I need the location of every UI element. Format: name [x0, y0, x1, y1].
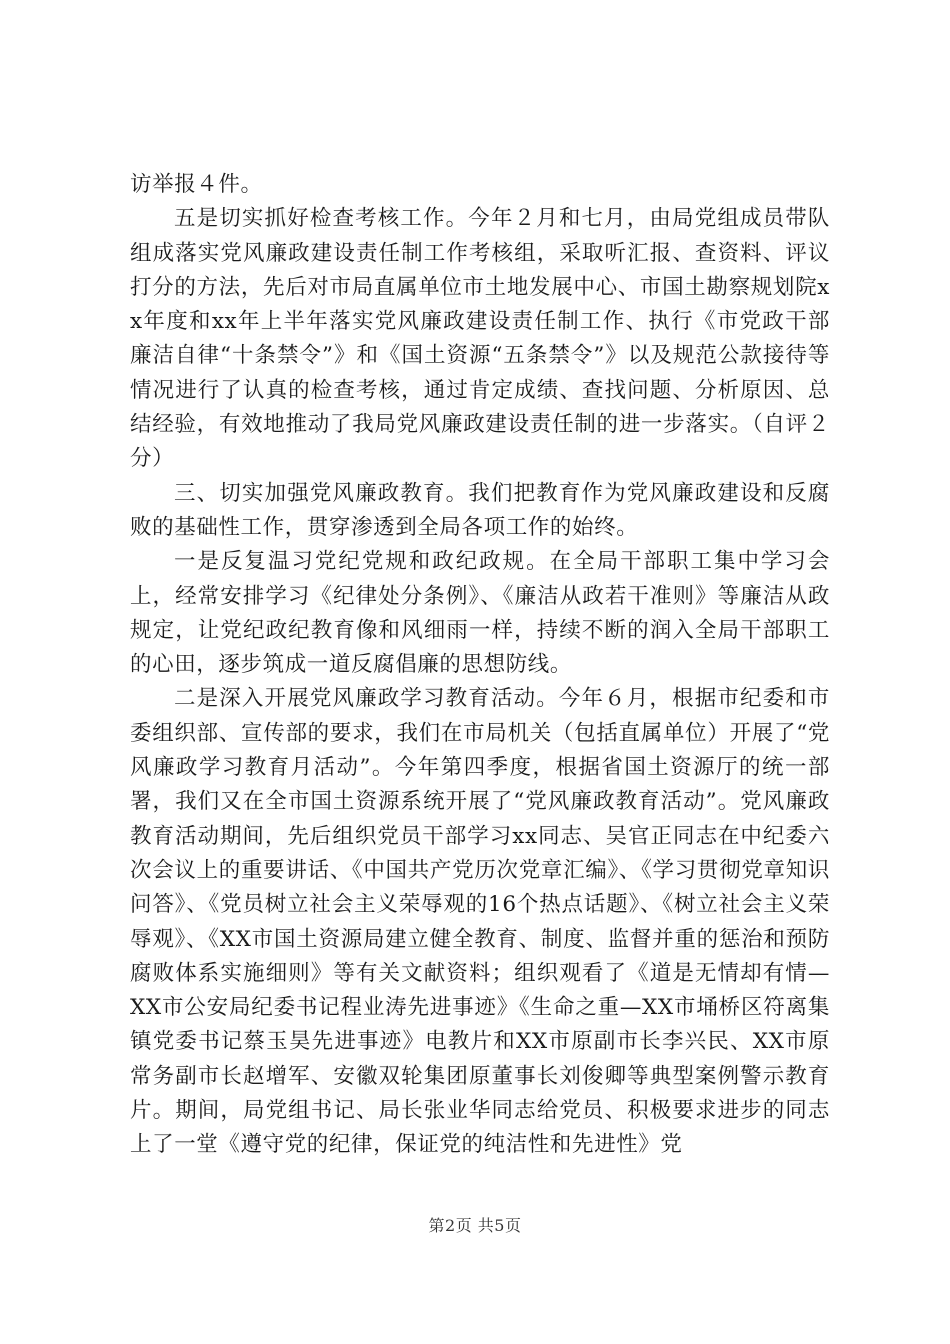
paragraph-1: 访举报４件。	[130, 172, 263, 197]
page-number-footer: 第2页 共5页	[428, 1216, 522, 1235]
paragraph-2: 五是切实抓好检查考核工作。今年２月和七月，由局党组成员带队组成落实党风廉政建设责任制工作考核组，采取听汇报、查资料、评议打分的方法，先后对市局直属单位市土地发展中心、市国土勘察规划院xx年度和xx年上半年落实党风廉政建设责任制工作、执行《市党政干部廉洁自律“十条禁令”》和《国土资源“五条禁令”》以及规范公款接待等情况进行了认真的检查考核，通过肯定成绩、查找问题、分析原因、总结经验，有效地推动了我局党风廉政建设责任制的进一步落实。（自评２分）	[130, 206, 830, 472]
paragraph-5: 二是深入开展党风廉政学习教育活动。今年６月，根据市纪委和市委组织部、宣传部的要求，我们在市局机关（包括直属单位）开展了“党风廉政学习教育月活动”。今年第四季度，根据省国土资源厅的统一部署，我们又在全市国土资源系统开展了“党风廉政教育活动”。党风廉政教育活动期间，先后组织党员干部学习xx同志、吴官正同志在中纪委六次会议上的重要讲话、《中国共产党历次党章汇编》、《学习贯彻党章知识问答》、《党员树立社会主义荣辱观的16个热点话题》、《树立社会主义荣辱观》、《XX市国土资源局建立健全教育、制度、监督并重的惩治和预防腐败体系实施细则》等有关文献资料；组织观看了《道是无情却有情—XX市公安局纪委书记程业涛先进事迹》《生命之重—XX市埇桥区符离集镇党委书记蔡玉昊先进事迹》电教片和XX市原副市长李兴民、XX市原常务副市长赵增军、安徽双轮集团原董事长刘俊卿等典型案例警示教育片。期间，局党组书记、局长张业华同志给党员、积极要求进步的同志上了一堂《遵守党的纪律，保证党的纯洁性和先进性》党	[130, 686, 830, 1158]
paragraph-4: 一是反复温习党纪党规和政纪政规。在全局干部职工集中学习会上，经常安排学习《纪律处分条例》、《廉洁从政若干准则》等廉洁从政规定，让党纪政纪教育像和风细雨一样，持续不断的润入全局干部职工的心田，逐步筑成一道反腐倡廉的思想防线。	[130, 549, 830, 678]
document-body	[130, 168, 830, 1163]
paragraph-3: 三、切实加强党风廉政教育。我们把教育作为党风廉政建设和反腐败的基础性工作，贯穿渗透到全局各项工作的始终。	[130, 480, 830, 540]
